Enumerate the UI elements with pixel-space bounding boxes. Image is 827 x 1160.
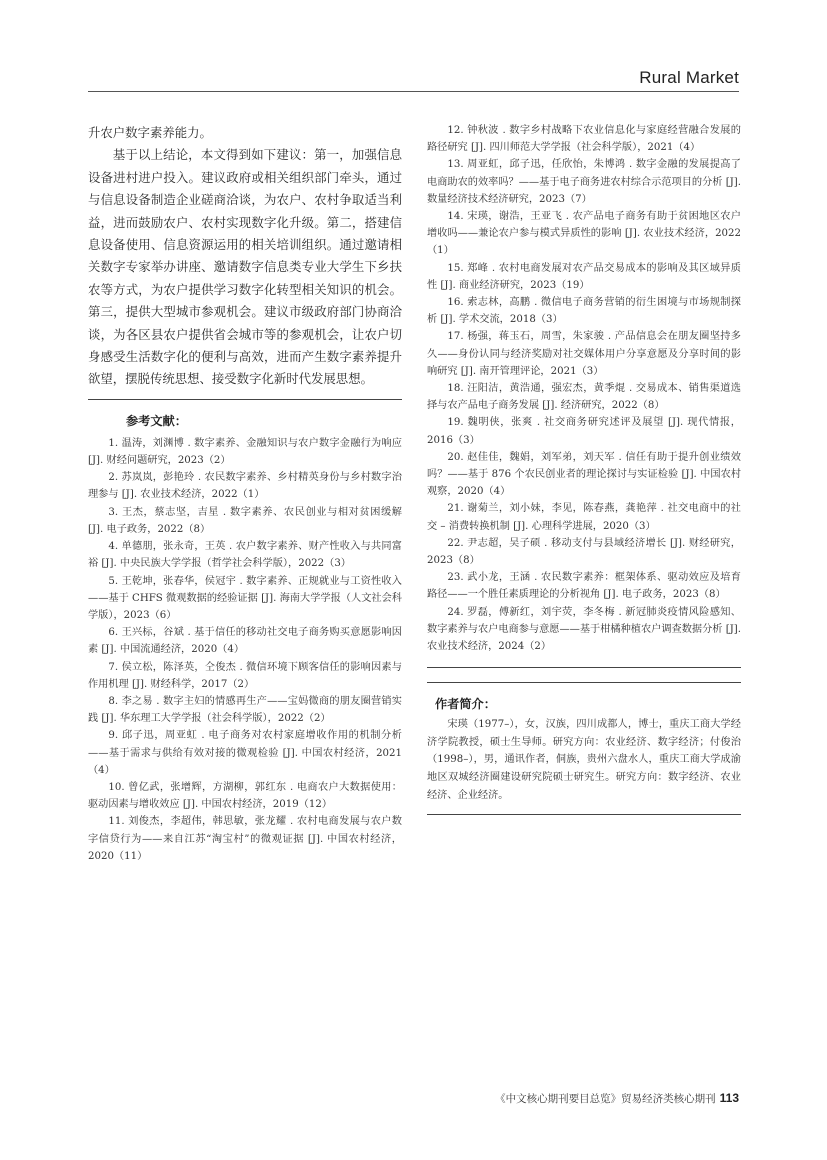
reference-item: 21. 谢菊兰，刘小妹，李见，陈春燕，龚艳萍 . 社交电商中的社交 – 消费转换机制 [J]. 心理科学进展，2020（3）	[427, 503, 741, 532]
body-paragraph-1: 升农户数字素养能力。	[88, 125, 212, 140]
journal-header-title: Rural Market	[639, 68, 739, 87]
reference-item: 14. 宋瑛，谢浩，王亚飞 . 农产品电子商务有助于贫困地区农户增收吗——兼论农户参与模式异质性的影响 [J]. 农业技术经济，2022（1）	[427, 211, 741, 257]
reference-item: 13. 周亚虹，邱子迅，任欣怡，朱博鸿 . 数字金融的发展提高了电商助农的效率吗？——基于电子商务进农村综合示范项目的分析 [J]. 数量经济技术经济研究，2023（7）	[427, 159, 741, 205]
reference-item: 10. 曾亿武，张增辉，方湖柳，郭红东 . 电商农户大数据使用：驱动因素与增收效应 [J]. 中国农村经济，2019（12）	[88, 781, 402, 811]
reference-item: 17. 杨强，蒋玉石，周雪，朱家骏 . 产品信息会在朋友圈坚持多久——身份认同与经济奖励对社交媒体用户分享意愿及分享时间的影响研究 [J]. 南开管理评论，2021（3）	[427, 331, 741, 377]
header-divider	[88, 91, 739, 92]
references-list-right	[427, 122, 741, 655]
author-bio-text: 宋瑛（1977–），女，汉族，四川成都人，博士，重庆工商大学经济学院教授，硕士生导师。研究方向：农业经济、数字经济；付俊治（1998–），男，通讯作者，侗族，贵州六盘水人，重庆工商大学成渝地区双城经济圈建设研究院硕士研究生。研究方向：数字经济、农业经济、企业经济。	[427, 719, 741, 801]
reference-item: 7. 侯立松，陈泽英，仝俊杰 . 微信环境下顾客信任的影响因素与作用机理 [J]. 财经科学，2017（2）	[88, 661, 402, 690]
body-paragraph-2: 基于以上结论，本文得到如下建议：第一，加强信息设备进村进户投入。建议政府或相关组织部门牵头，通过与信息设备制造企业磋商洽谈，为农户、农村争取适当利益，进而鼓励农户、农村实现数字化升级。第二，搭建信息设备使用、信息资源运用的相关培训组织。通过邀请相关数字专家举办讲座、邀请数字信息类专业大学生下乡扶农等方式，为农户提供学习数字化转型相关知识的机会。第三，提供大型城市参观机会。建议市级政府部门协商洽谈，为各区县农户提供省会城市等的参观机会，让农户切身感受生活数字化的便利与高效，进而产生数字素养提升欲望，摆脱传统思想、接受数字化新时代发展思想。	[88, 147, 402, 387]
footer-caption: 《中文核心期刊要目总览》贸易经济类核心期刊	[495, 1093, 716, 1105]
reference-item: 12. 钟秋波 . 数字乡村战略下农业信息化与家庭经营融合发展的路径研究 [J]. 四川师范大学学报（社会科学版），2021（4）	[427, 125, 741, 154]
reference-item: 5. 王乾坤，张春华，侯冠宇 . 数字素养、正规就业与工资性收入——基于 CHFS 微观数据的经验证据 [J]. 海南大学学报（人文社会科学版），2023（6）	[88, 575, 402, 621]
reference-item: 15. 郑峰 . 农村电商发展对农产品交易成本的影响及其区域异质性 [J]. 商业经济研究，2023（19）	[427, 262, 741, 291]
reference-item: 6. 王兴标，谷斌 . 基于信任的移动社交电子商务购买意愿影响因素 [J]. 中国流通经济，2020（4）	[88, 627, 402, 656]
reference-item: 22. 尹志超，吴子硕 . 移动支付与县域经济增长 [J]. 财经研究，2023（8）	[427, 537, 741, 567]
page-number: 113	[719, 1091, 739, 1105]
author-bio-bottom-rule	[427, 814, 741, 815]
reference-item: 1. 温涛，刘渊博 . 数字素养、金融知识与农户数字金融行为响应 [J]. 财经问题研究，2023（2）	[88, 437, 402, 467]
references-list-left	[88, 435, 402, 865]
reference-item: 3. 王杰，蔡志坚，吉星 . 数字素养、农民创业与相对贫困缓解 [J]. 电子政务，2022（8）	[88, 506, 402, 535]
references-bottom-rule	[427, 667, 741, 668]
reference-item: 2. 苏岚岚，彭艳玲 . 农民数字素养、乡村精英身份与乡村数字治理参与 [J]. 农业技术经济，2022（1）	[88, 472, 402, 501]
reference-item: 20. 赵佳佳，魏娟，刘军弟，刘天军 . 信任有助于提升创业绩效吗？——基于 876 个农民创业者的理论探讨与实证检验 [J]. 中国农村观察，2020（4）	[427, 451, 741, 498]
reference-item: 24. 罗磊，傅新红，刘宇荧，李冬梅 . 新冠肺炎疫情风险感知、数字素养与农户电商参与意愿——基于柑橘种植农户调查数据分析 [J]. 农业技术经济，2024（2）	[427, 606, 741, 653]
reference-item: 19. 魏明侠，张爽 . 社交商务研究述评及展望 [J]. 现代情报，2016（3）	[427, 417, 741, 446]
reference-item: 4. 单德朋，张永奇，王英 . 农户数字素养、财产性收入与共同富裕 [J]. 中央民族大学学报（哲学社会科学版），2022（3）	[88, 541, 402, 570]
reference-item: 9. 邱子迅，周亚虹 . 电子商务对农村家庭增收作用的机制分析——基于需求与供给有效对接的微观检验 [J]. 中国农村经济，2021（4）	[88, 730, 402, 776]
page-footer	[495, 1091, 739, 1106]
author-bio-title: 作者简介：	[435, 697, 496, 712]
reference-item: 18. 汪阳洁，黄浩通，强宏杰，黄季焜 . 交易成本、销售渠道选择与农产品电子商务发展 [J]. 经济研究，2022（8）	[427, 383, 741, 412]
reference-item: 8. 李之易 . 数字主妇的情感再生产——宝妈微商的朋友圈营销实践 [J]. 华东理工大学学报（社会科学版），2022（2）	[88, 695, 402, 725]
left-column	[88, 122, 402, 865]
references-title: 参考文献：	[126, 413, 187, 428]
author-bio-top-rule	[427, 682, 741, 683]
reference-item: 11. 刘俊杰，李超伟，韩思敏，张龙耀 . 农村电商发展与农户数字信贷行为——来自江苏“淘宝村”的微观证据 [J]. 中国农村经济，2020（11）	[88, 816, 402, 862]
reference-item: 23. 武小龙，王涵 . 农民数字素养：框架体系、驱动效应及培育路径——一个胜任素质理论的分析视角 [J]. 电子政务，2023（8）	[427, 572, 741, 601]
references-top-rule	[88, 399, 402, 400]
author-bio-box	[427, 695, 741, 808]
reference-item: 16. 索志林，高鹏 . 微信电子商务营销的衍生困境与市场规制探析 [J]. 学术交流，2018（3）	[427, 297, 741, 326]
right-column	[427, 122, 741, 815]
